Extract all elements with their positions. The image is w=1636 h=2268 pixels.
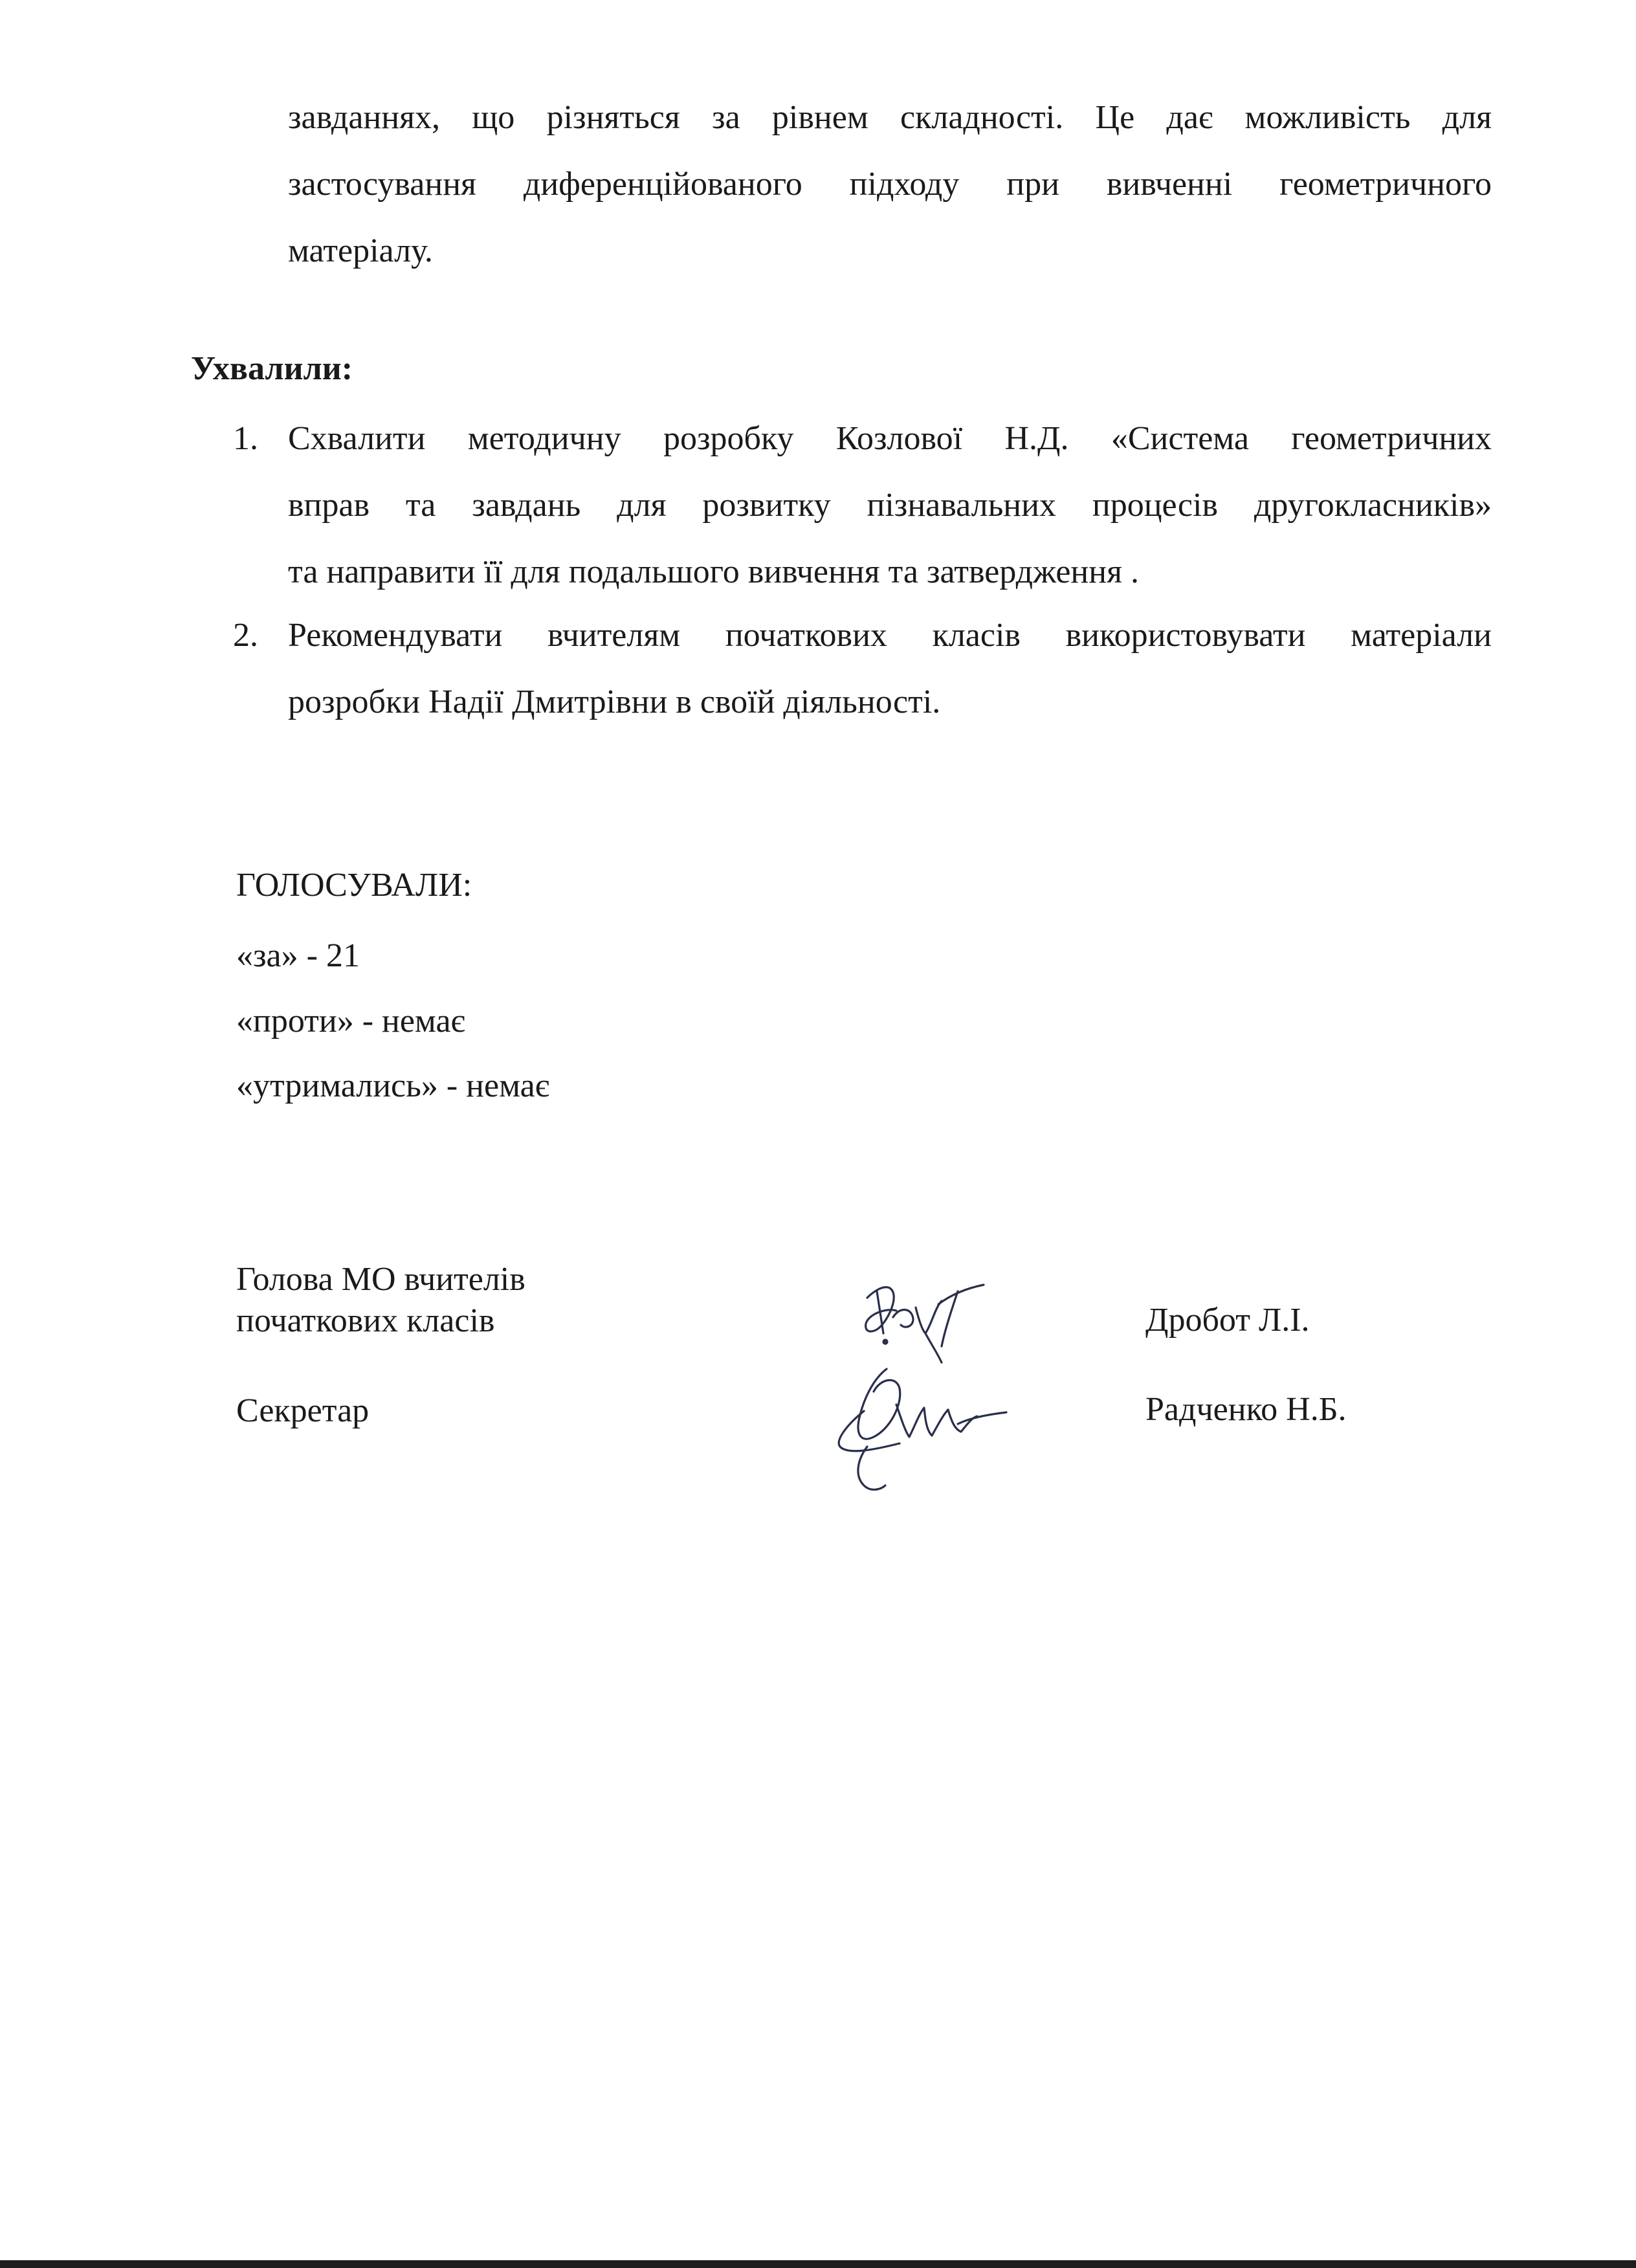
- resolution-heading: Ухвалили:: [191, 350, 353, 387]
- scan-bottom-edge: [0, 2260, 1636, 2268]
- chair-name: Дробот Л.І.: [1145, 1302, 1310, 1339]
- voting-for: «за» - 21: [236, 937, 360, 974]
- resolution-item-2: [233, 602, 1492, 744]
- resolution-item-2-text: [288, 602, 1492, 735]
- chair-title: [236, 1259, 525, 1342]
- chair-title-line-2: початкових класів: [236, 1302, 495, 1339]
- resolution-item-1-line-3: та направити її для подальшого вивчення та затвердження .: [288, 553, 1139, 590]
- resolution-item-1-number: 1.: [233, 420, 258, 457]
- intro-line-2: застосування диференційованого підходу при вивченні геометричного: [288, 166, 1492, 203]
- secretary-signature: [828, 1353, 1022, 1502]
- chair-title-line-1: Голова МО вчителів: [236, 1261, 525, 1298]
- resolution-item-1: [233, 405, 1492, 612]
- resolution-item-2-line-2: розробки Надії Дмитрівни в своїй діяльності.: [288, 684, 941, 720]
- voting-against: «проти» - немає: [236, 1003, 465, 1040]
- resolution-item-2-line-1: Рекомендувати вчителям початкових класів використовувати матеріали: [288, 617, 1492, 654]
- secretary-title: Секретар: [236, 1392, 370, 1429]
- intro-line-3: матеріалу.: [288, 232, 433, 269]
- resolution-item-1-text: [288, 405, 1492, 605]
- resolution-item-1-line-1: Схвалити методичну розробку Козлової Н.Д. «Система геометричних: [288, 420, 1492, 457]
- voting-heading: ГОЛОСУВАЛИ:: [236, 867, 472, 904]
- secretary-name: Радченко Н.Б.: [1145, 1391, 1347, 1428]
- resolution-item-1-line-2: вправ та завдань для розвитку пізнавальних процесів другокласників»: [288, 487, 1492, 524]
- resolution-item-2-number: 2.: [233, 617, 258, 654]
- intro-line-1: завданнях, що різняться за рівнем складності. Це дає можливість для: [288, 99, 1492, 136]
- voting-abstained: «утримались» - немає: [236, 1067, 550, 1104]
- intro-paragraph: [288, 84, 1492, 284]
